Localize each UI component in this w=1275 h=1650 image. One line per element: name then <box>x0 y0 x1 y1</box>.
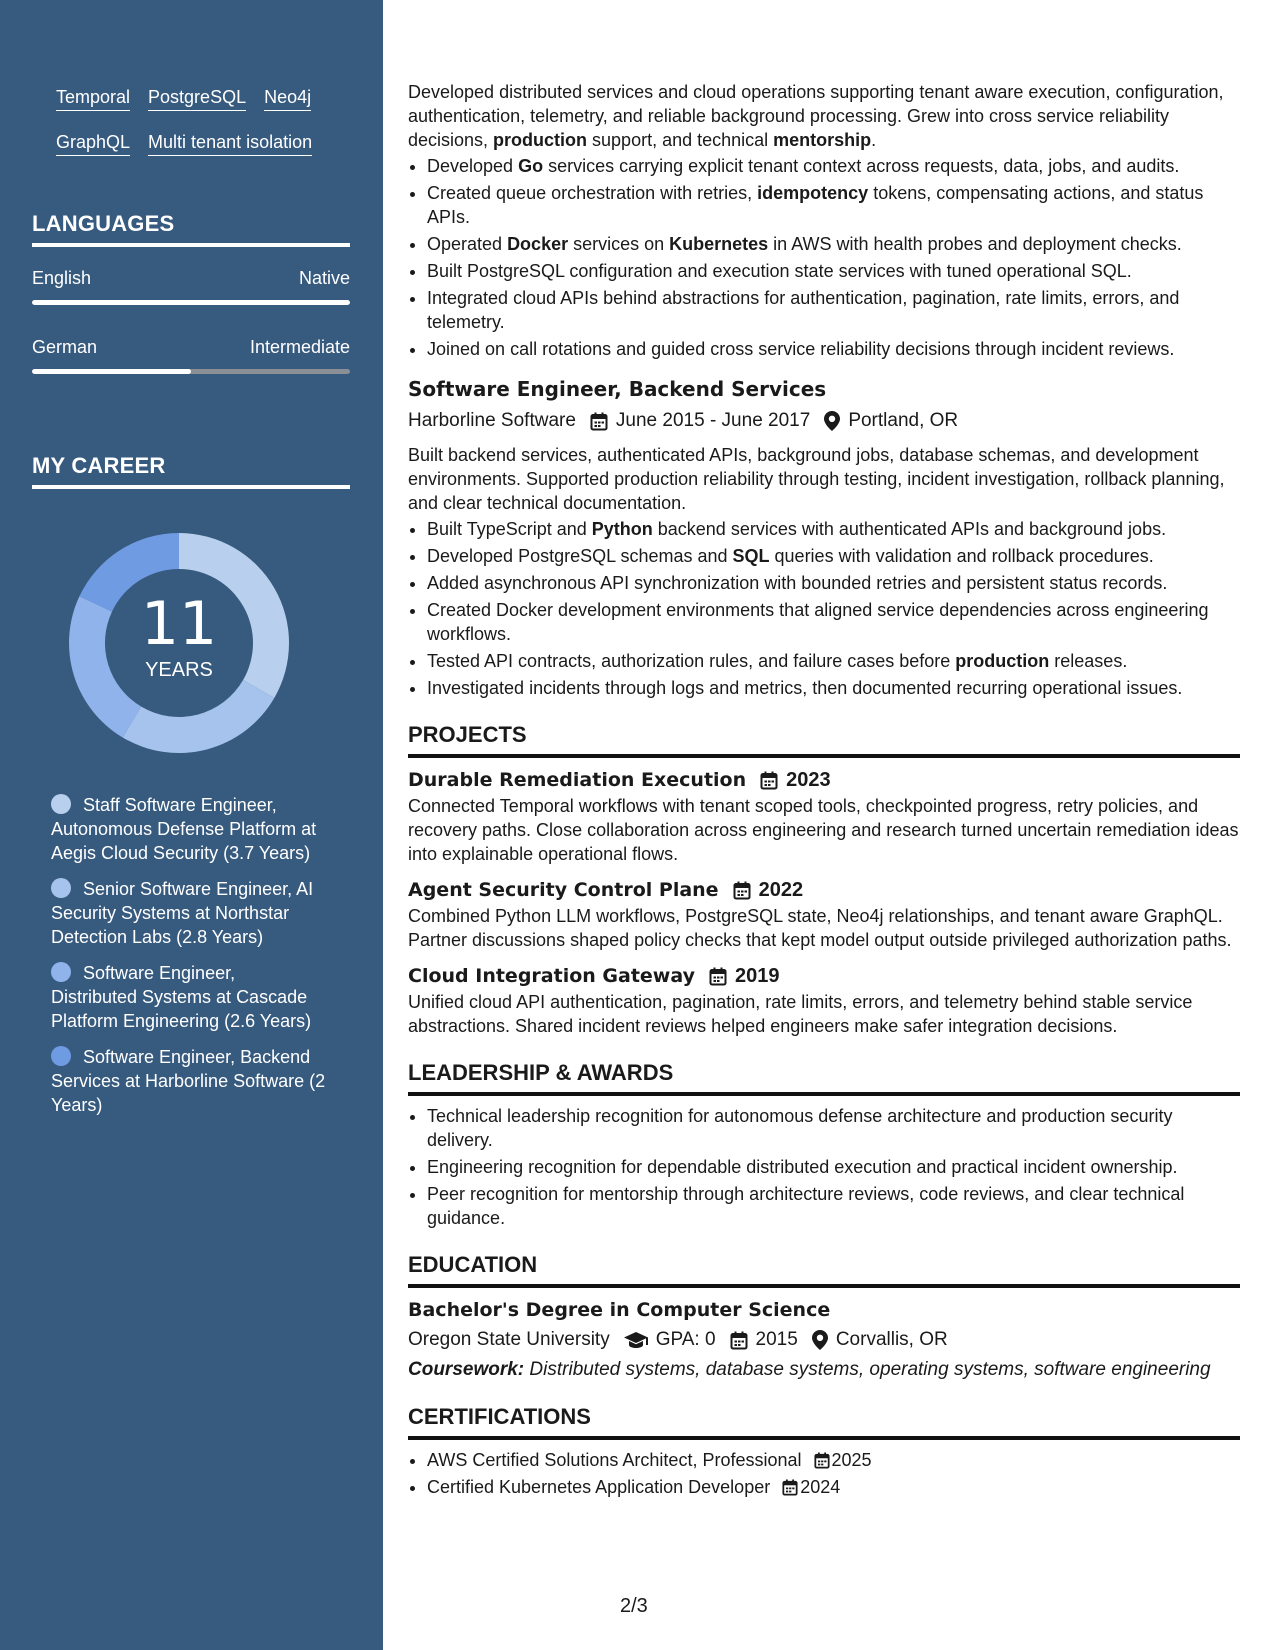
language-proficiency-bar <box>32 300 350 305</box>
certification-item <box>427 1448 1240 1472</box>
degree-title: Bachelor's Degree in Computer Science <box>408 1299 831 1321</box>
skill-tag: PostgreSQL <box>148 86 246 111</box>
project-year: 2022 <box>758 879 804 901</box>
career-total-years: 11 <box>140 589 218 659</box>
bullet-item: • Tested API contracts, authorization rules, and failure cases before production releases. <box>427 649 1240 673</box>
skill-tag: GraphQL <box>56 131 130 156</box>
job-meta <box>408 407 1240 435</box>
language-level: Intermediate <box>249 337 350 357</box>
calendar-icon <box>760 771 778 790</box>
career-heading: MY CAREER <box>32 453 350 489</box>
calendar-icon <box>814 1452 830 1469</box>
page-number: 2/3 <box>620 1595 648 1617</box>
calendar-icon <box>590 412 608 431</box>
skill-tag: Neo4j <box>264 86 311 111</box>
career-legend-text: Senior Software Engineer, AI Security Systems at Northstar Detection Labs (2.8 Years) <box>51 879 314 947</box>
language-row <box>32 268 350 289</box>
projects-heading: PROJECTS <box>408 720 1240 758</box>
graduation-year: 2015 <box>755 1329 798 1350</box>
project-description: Combined Python LLM workflows, PostgreSQL state, Neo4j relationships, and tenant aware GraphQL. Partner discussions shaped policy checks that kept model output outside privileged authorization paths. <box>408 906 1232 950</box>
legend-dot-icon <box>51 878 71 898</box>
education-heading: EDUCATION <box>408 1250 1240 1288</box>
bullet-item: • Investigated incidents through logs and metrics, then documented recurring operational issues. <box>427 676 1240 700</box>
bullet-item: • Joined on call rotations and guided cross service reliability decisions through incident reviews. <box>427 337 1240 361</box>
language-level: Native <box>298 268 350 288</box>
bullet-item: • Developed PostgreSQL schemas and SQL queries with validation and rollback procedures. <box>427 544 1240 568</box>
project-title: Agent Security Control Plane 2022 <box>408 876 1240 904</box>
bullet-item: • Developed Go services carrying explicit tenant context across requests, data, jobs, and audits. <box>427 154 1240 178</box>
coursework: Coursework: Distributed systems, database systems, operating systems, software engineering <box>408 1359 1211 1380</box>
job-bullets <box>408 154 1240 361</box>
skill-tag: Temporal <box>56 86 130 111</box>
job-description: Built backend services, authenticated APIs, background jobs, database schemas, and development environments. Supported production reliability through testing, incident investigation, rollback planning, and clear technical documentation. <box>408 445 1225 513</box>
certification-item <box>427 1475 1240 1499</box>
main-content <box>408 80 1240 1502</box>
skills-tags <box>56 86 336 176</box>
bullet-item: • Technical leadership recognition for autonomous defense architecture and production security delivery. <box>427 1104 1240 1152</box>
career-years-label: YEARS <box>145 659 213 681</box>
leadership-list <box>408 1104 1240 1230</box>
career-legend-item <box>51 961 326 1033</box>
bullet-item: • Peer recognition for mentorship through architecture reviews, code reviews, and clear technical guidance. <box>427 1182 1240 1230</box>
certifications-list <box>408 1448 1240 1499</box>
project-year: 2019 <box>734 965 780 987</box>
language-proficiency-bar <box>32 369 350 374</box>
bullet-item: • Engineering recognition for dependable distributed execution and practical incident ownership. <box>427 1155 1240 1179</box>
map-pin-icon <box>812 1330 828 1350</box>
donut-segment <box>123 680 275 753</box>
bullet-item: • Added asynchronous API synchronization with bounded retries and persistent status records. <box>427 571 1240 595</box>
language-row <box>32 337 350 358</box>
calendar-icon <box>709 967 727 986</box>
certification-name: • Certified Kubernetes Application Developer <box>427 1477 771 1497</box>
career-legend <box>51 793 326 1129</box>
project-year: 2023 <box>786 769 831 791</box>
company-name: Harborline Software <box>408 410 576 431</box>
sidebar <box>0 0 383 1650</box>
job-description: Developed distributed services and cloud operations supporting tenant aware execution, configuration, authentication, telemetry, and reliable background processing. Grew into cross service reliability decisions, production support, and technical mentorship. <box>408 82 1224 150</box>
language-proficiency-fill <box>32 369 191 374</box>
graduation-cap-icon <box>624 1331 648 1349</box>
career-legend-text: Staff Software Engineer, Autonomous Defense Platform at Aegis Cloud Security (3.7 Years) <box>51 795 317 863</box>
certification-name: • AWS Certified Solutions Architect, Professional <box>427 1450 802 1470</box>
career-legend-item <box>51 877 326 949</box>
language-proficiency-fill <box>32 300 350 305</box>
job-location: Portland, OR <box>848 410 959 431</box>
languages-heading: LANGUAGES <box>32 211 350 247</box>
project-title: Durable Remediation Execution 2023 <box>408 766 1240 794</box>
job-title: Software Engineer, Backend Services <box>408 377 827 401</box>
certifications-heading: CERTIFICATIONS <box>408 1402 1240 1440</box>
calendar-icon <box>730 1331 748 1350</box>
language-name: English <box>32 268 92 288</box>
certification-year: 2025 <box>831 1450 872 1470</box>
education-meta <box>408 1326 1240 1354</box>
legend-dot-icon <box>51 962 71 982</box>
career-legend-item <box>51 793 326 865</box>
project-description: Unified cloud API authentication, pagination, rate limits, errors, and telemetry behind stable service abstractions. Shared incident reviews helped engineers make safer integration decisions. <box>408 992 1193 1036</box>
bullet-item: • Operated Docker services on Kubernetes in AWS with health probes and deployment checks. <box>427 232 1240 256</box>
project-description: Connected Temporal workflows with tenant scoped tools, checkpointed progress, retry policies, and recovery paths. Close collaboration across engineering and research turned uncertain remediation ideas into explainable operational flows. <box>408 796 1239 864</box>
school-location: Corvallis, OR <box>835 1329 948 1350</box>
leadership-heading: LEADERSHIP & AWARDS <box>408 1058 1240 1096</box>
map-pin-icon <box>824 411 840 431</box>
job-bullets <box>408 517 1240 700</box>
certification-year: 2024 <box>800 1477 841 1497</box>
bullet-item: • Integrated cloud APIs behind abstractions for authentication, pagination, rate limits, errors, and telemetry. <box>427 286 1240 334</box>
job-dates: June 2015 - June 2017 <box>615 410 811 431</box>
career-legend-text: Software Engineer, Distributed Systems at Cascade Platform Engineering (2.6 Years) <box>51 963 312 1031</box>
bullet-item: • Created queue orchestration with retries, idempotency tokens, compensating actions, and status APIs. <box>427 181 1240 229</box>
project-title: Cloud Integration Gateway 2019 <box>408 962 1240 990</box>
language-name: German <box>32 337 98 357</box>
skill-tag: Multi tenant isolation <box>148 131 312 156</box>
gpa: GPA: 0 <box>655 1329 716 1350</box>
career-legend-item <box>51 1045 326 1117</box>
calendar-icon <box>733 881 751 900</box>
bullet-item: • Built TypeScript and Python backend services with authenticated APIs and background jobs. <box>427 517 1240 541</box>
school-name: Oregon State University <box>408 1329 610 1350</box>
career-legend-text: Software Engineer, Backend Services at Harborline Software (2 Years) <box>51 1047 326 1115</box>
donut-segment <box>69 596 141 737</box>
calendar-icon <box>782 1479 798 1496</box>
career-donut-chart <box>64 528 294 758</box>
legend-dot-icon <box>51 794 71 814</box>
bullet-item: • Created Docker development environments that aligned service dependencies across engineering workflows. <box>427 598 1240 646</box>
legend-dot-icon <box>51 1046 71 1066</box>
bullet-item: • Built PostgreSQL configuration and execution state services with tuned operational SQL. <box>427 259 1240 283</box>
